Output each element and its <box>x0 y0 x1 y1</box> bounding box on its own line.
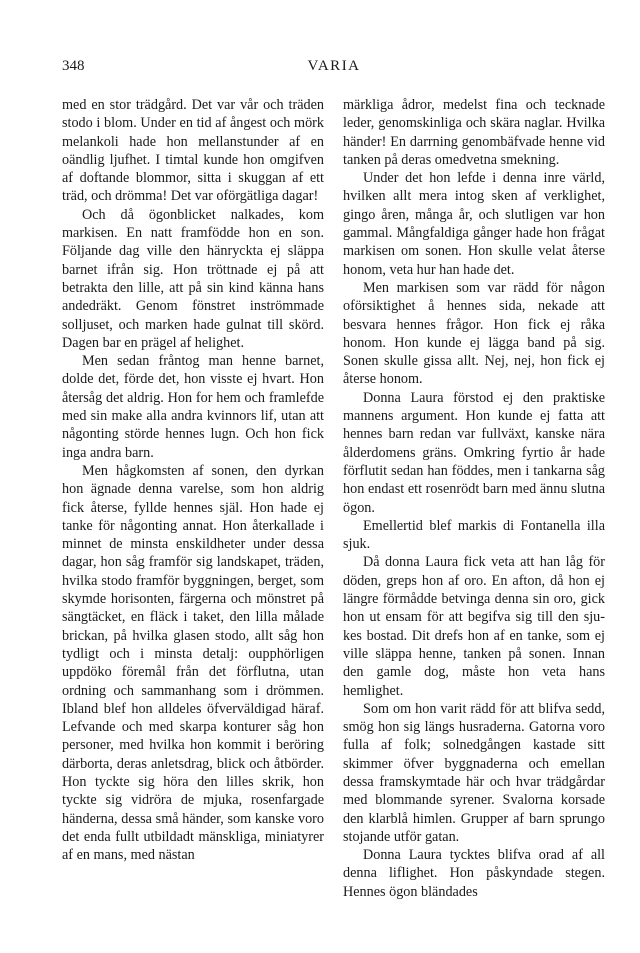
paragraph: Som om hon varit rädd för att blifva sedd, smög hon sig längs husraderna. Gatorna voro fulla af folk; solnedgången kastade sitt skimmer öfver byggnaderna och emellan dessa framskymtade här och hvar trädgårdar med blommande syrener. Svalorna korsade den klarblå himlen. Grupper af barn sprungo stojande utför gatan. <box>343 700 605 845</box>
paragraph: Emellertid blef markis di Fontanella illa sjuk. <box>343 517 605 553</box>
page-number: 348 <box>62 58 85 74</box>
paragraph: Men hågkomsten af sonen, den dyrkan hon ägnade denna varelse, som hon aldrig fick återse, fyllde hennes själ. Hon hade ej tanke för någonting annat. Hon återkallade i minnet de minsta enskildheter under dessa dagar, hon såg framför sig landskapet, träden, hvilka stodo framför byggningen, berget, som skymde horisonten, färgerna och mönstret på sängtäcket, en fläck i taket, den lilla målade brickan, på hvilka glasen stodo, allt såg hon tydligt och i minsta detalj: oupphörligen uppdöko föremål från det förflutna, utan ordning och sammanhang som i drömmen. Ibland blef hon alldeles öfverväldigad häraf. Lefvande och med skarpa konturer såg hon personer, med hvilka hon kommit i beröring därborta, deras anletsdrag, blick och åtbörder. Hon tyckte sig höra den lilles skrik, hon tyckte sig vidröra de mjuka, rosenfargade händerna, dessa små händer, som kanske voro det enda fullt utbildadt mänskliga, miniatyrer af en mans, med nästan <box>62 462 324 864</box>
paragraph: Då donna Laura fick veta att han låg för döden, greps hon af oro. En afton, då hon ej längre förmådde betvinga denna sin oro, gick hon ut ensam för att begifva sig till den sjukes bostad. Dit drefs hon af en tanke, som ej ville släppa henne, tanken på sonen. Innan den gamle dog, måste hon veta hans hemlighet. <box>343 554 605 699</box>
paragraph: Men markisen som var rädd för någon oförsiktighet å hennes sida, nekade att besvara hennes frågor. Hon fick ej råka honom. Hon kunde ej lägga band på sig. Sonen skulle gissa allt. Nej, nej, hon fick ej återse honom. <box>343 279 605 388</box>
paragraph: Men sedan fråntog man henne barnet, dolde det, förde det, hon visste ej hvart. Hon återsåg det aldrig. Hon for hem och framlefde med sin make alla andra kvinnors lif, utan att någonting störde hennes lugn. Och hon fick inga andra barn. <box>62 353 324 461</box>
left-column <box>62 96 324 864</box>
page-header <box>62 58 606 80</box>
paragraph: Donna Laura förstod ej den praktiske mannens argument. Hon kunde ej fatta att hennes barn redan var fullväxt, kanske nära ålderdomens gräns. Omkring fyrtio år hade förflutit sedan han föddes, men i tankarna såg hon endast ett rosenrödt barn med ännu slutna ögon. <box>343 389 605 516</box>
paragraph: Donna Laura tycktes blifva orad af all denna liflighet. Hon påskyndade stegen. Hennes ögon bländades <box>343 847 605 900</box>
paragraph: märkliga ådror, medelst fina och tecknade leder, genomskinliga och skära naglar. Hvilka händer! En darrning genombäfvade henne vid tanken på deras omedvetna smekning. <box>343 97 605 168</box>
paragraph: Och då ögonblicket nalkades, kom markisen. En natt framfödde hon en son. Följande dag ville den hänryckta ej släppa barnet ifrån sig. Hon tröttnade ej på att betrakta den lille, att på sin kind känna hans andedräkt. Genom fönstret inströmmade solljuset, och marken hade gulnat till skörd. Dagen bar en prägel af helighet. <box>62 206 324 351</box>
paragraph: Under det hon lefde i denna inre värld, hvilken allt mera intog sken af verklighet, gingo åren, många år, och slutligen var hon gammal. Mångfaldiga gånger hade hon frågat markisen om sonen. Hon skulle velat återse honom, veta hur han hade det. <box>343 170 605 278</box>
running-title: VARIA <box>307 58 361 74</box>
paragraph: med en stor trädgård. Det var vår och träden stodo i blom. Under en tid af ångest och mörk melankoli hade hon mellanstunder af en oändlig ljufhet. I timtal kunde hon omgifven af doftande blommor, sitta i skuggan af ett träd, och drömma! Det var oförgätliga dagar! <box>62 97 324 205</box>
right-column <box>343 96 605 901</box>
